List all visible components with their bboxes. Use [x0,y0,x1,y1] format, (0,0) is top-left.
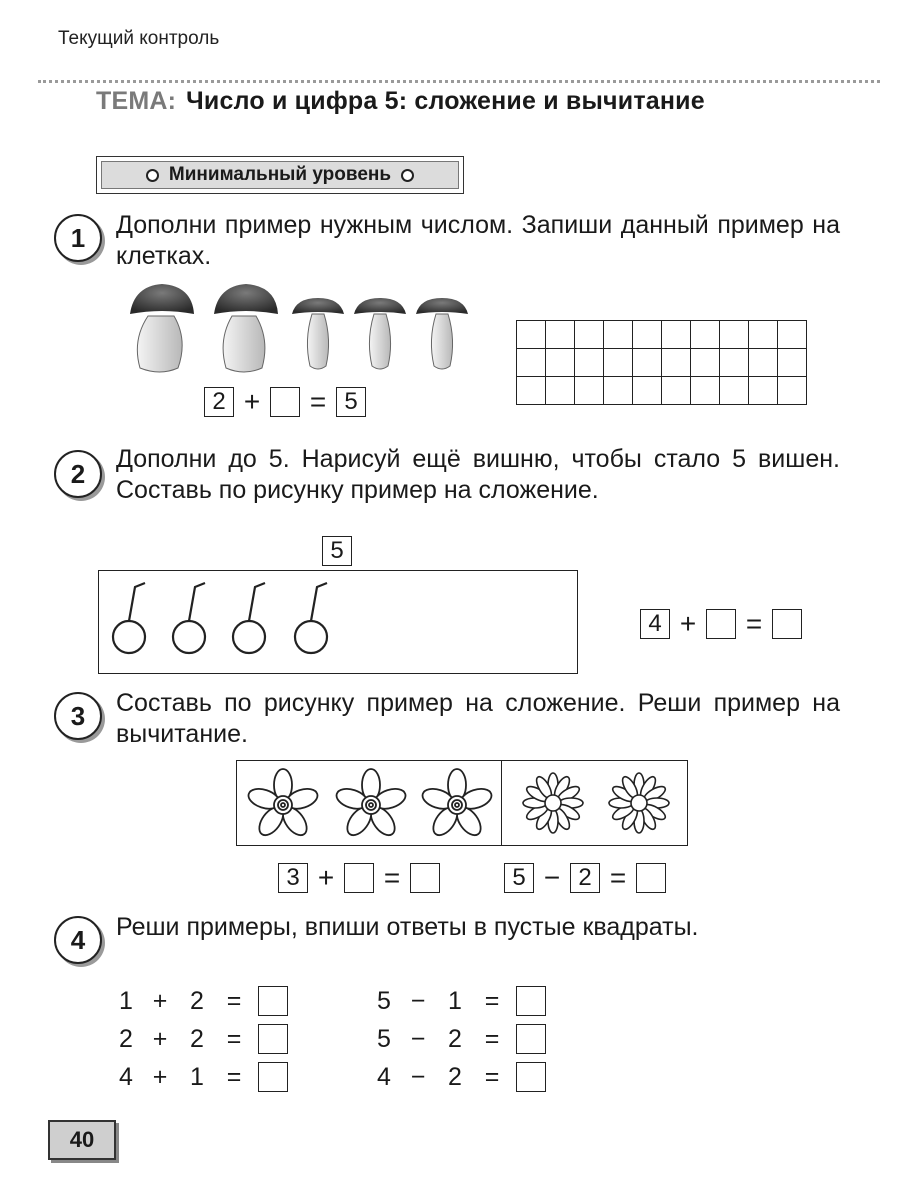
equals-sign: = [226,986,242,1015]
grid-cell[interactable] [691,349,720,377]
plus-sign: + [317,862,335,893]
example-row [370,1058,546,1096]
picture-divider [501,761,502,845]
equals-sign: = [484,1024,500,1053]
operand-box: 3 [278,863,308,893]
operator: + [152,986,168,1015]
operand: 5 [377,986,391,1015]
plus-sign: + [243,386,261,417]
cherry-icon [233,583,265,653]
bullet-icon [146,169,159,182]
theme-title: Число и цифра 5: сложение и вычитание [186,87,705,115]
answer-box[interactable] [516,986,546,1016]
answer-box[interactable] [516,1024,546,1054]
flower-icon [420,769,494,839]
operator: − [410,1062,426,1091]
writing-grid[interactable] [516,320,807,405]
operand-box: 2 [570,863,600,893]
level-label: Минимальный уровень [168,164,392,185]
cherry-icon [295,583,327,653]
theme-heading [96,86,716,117]
cherry-drawing-area[interactable] [98,570,578,674]
grid-cell[interactable] [604,321,633,349]
answer-box[interactable] [706,609,736,639]
grid-cell[interactable] [604,349,633,377]
answer-box[interactable] [636,863,666,893]
daisy-icon [523,773,583,833]
answer-box[interactable] [258,1062,288,1092]
grid-cell[interactable] [517,377,546,405]
answer-box[interactable] [270,387,300,417]
operand: 1 [448,986,462,1015]
task-3-equation-1 [278,862,440,894]
cherries-illustration [99,571,577,673]
task-1-text: Дополни пример нужным числом. Запиши данный пример на клетках. [116,211,840,270]
equals-sign: = [745,608,763,639]
grid-cell[interactable] [749,321,778,349]
operand: 2 [190,986,204,1015]
level-label-box [96,156,464,194]
theme-lead: ТЕМА: [96,87,177,115]
result-box: 5 [336,387,366,417]
answer-box[interactable] [410,863,440,893]
grid-cell[interactable] [546,349,575,377]
grid-cell[interactable] [720,377,749,405]
cherry-icon [113,583,145,653]
grid-cell[interactable] [546,321,575,349]
answer-box[interactable] [344,863,374,893]
mushrooms-illustration [126,280,476,376]
operand-box: 4 [640,609,670,639]
minus-sign: − [543,862,561,893]
task-2-text: Дополни до 5. Нарисуй ещё вишню, чтобы стало 5 вишен. Составь по рисунку пример на сложение. [116,445,840,504]
grid-cell[interactable] [749,349,778,377]
header-dotted-divider [38,80,880,83]
equals-sign: = [383,862,401,893]
flower-icon [334,769,408,839]
equals-sign: = [226,1024,242,1053]
page-number: 40 [48,1120,116,1160]
cherry-icon [173,583,205,653]
grid-cell[interactable] [633,349,662,377]
example-row [370,982,546,1020]
grid-cell[interactable] [575,349,604,377]
grid-cell[interactable] [778,349,807,377]
operator: − [410,986,426,1015]
equals-sign: = [609,862,627,893]
grid-cell[interactable] [720,321,749,349]
mushroom-icon [416,298,468,369]
task-3-text: Составь по рисунку пример на сложение. Реши пример на вычитание. [116,689,840,748]
bullet-icon [401,169,414,182]
mushroom-icon [354,298,406,369]
examples-column-left [112,982,288,1096]
operand: 1 [119,986,133,1015]
grid-cell[interactable] [575,321,604,349]
example-row [112,1020,288,1058]
flowers-picture [236,760,688,846]
flower-icon [246,769,320,839]
grid-cell[interactable] [633,377,662,405]
mushroom-icon [292,298,344,369]
grid-cell[interactable] [662,349,691,377]
operand: 4 [377,1062,391,1091]
example-row [370,1020,546,1058]
operand: 5 [377,1024,391,1053]
task-number-3: 3 [54,692,102,740]
example-row [112,1058,288,1096]
grid-cell[interactable] [749,377,778,405]
header-title: Текущий контроль [58,28,220,49]
operand-box: 5 [504,863,534,893]
examples-column-right [370,982,546,1096]
operand: 2 [448,1024,462,1053]
equals-sign: = [484,1062,500,1091]
operand: 4 [119,1062,133,1091]
task-3-equation-2 [504,862,666,894]
task-number-4: 4 [54,916,102,964]
example-row [112,982,288,1020]
grid-cell[interactable] [778,377,807,405]
equals-sign: = [309,386,327,417]
operand: 1 [190,1062,204,1091]
operand: 2 [448,1062,462,1091]
equals-sign: = [226,1062,242,1091]
operator: + [152,1024,168,1053]
grid-cell[interactable] [691,377,720,405]
plus-sign: + [679,608,697,639]
operator: + [152,1062,168,1091]
answer-box[interactable] [516,1062,546,1092]
operand-box: 2 [204,387,234,417]
grid-cell[interactable] [778,321,807,349]
operator: − [410,1024,426,1053]
grid-cell[interactable] [517,321,546,349]
grid-cell[interactable] [720,349,749,377]
task-1-equation [204,386,366,418]
mushroom-icon [130,284,194,372]
page-header [38,24,880,54]
flowers-illustration [237,761,687,845]
mushroom-icon [214,284,278,372]
task-2-equation [640,608,802,640]
target-number-box: 5 [322,536,352,566]
task-number-1: 1 [54,214,102,262]
operand: 2 [190,1024,204,1053]
grid-cell[interactable] [662,321,691,349]
operand: 2 [119,1024,133,1053]
grid-cell[interactable] [517,349,546,377]
task-4-text: Реши примеры, впиши ответы в пустые квадраты. [116,913,699,941]
grid-cell[interactable] [575,377,604,405]
answer-box[interactable] [258,1024,288,1054]
grid-cell[interactable] [633,321,662,349]
equals-sign: = [484,986,500,1015]
grid-cell[interactable] [546,377,575,405]
grid-cell[interactable] [691,321,720,349]
answer-box[interactable] [258,986,288,1016]
grid-cell[interactable] [604,377,633,405]
grid-cell[interactable] [662,377,691,405]
daisy-icon [609,773,669,833]
task-number-2: 2 [54,450,102,498]
answer-box[interactable] [772,609,802,639]
